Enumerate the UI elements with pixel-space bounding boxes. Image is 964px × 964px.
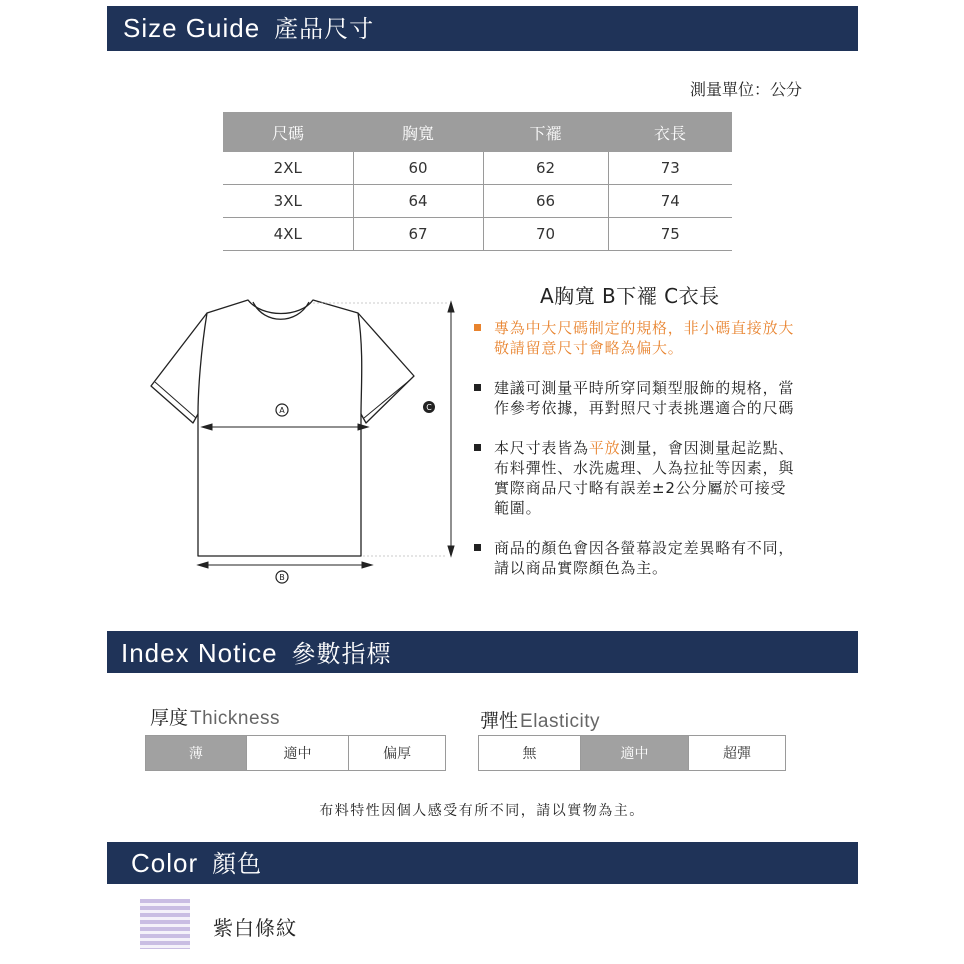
table-cell: 70 (483, 218, 608, 251)
color-swatch-purple-white-stripes (140, 899, 190, 949)
measurement-legend: A胸寬 B下襬 C衣長 (540, 284, 720, 308)
index-notice-title-zh: 參數指標 (291, 640, 392, 668)
size-table-header-row (223, 112, 732, 152)
svg-text:B: B (279, 573, 285, 582)
note-line: 建議可測量平時所穿同類型服飾的規格，當 (494, 379, 795, 397)
header-length: 衣長 (608, 112, 732, 152)
table-cell: 4XL (223, 218, 353, 251)
table-cell: 2XL (223, 152, 353, 185)
table-row (223, 218, 732, 251)
note-text: 測量，會因測量起訖點、 (620, 439, 795, 457)
note-line (494, 438, 834, 458)
thickness-option-thin: 薄 (146, 736, 246, 770)
note-text: 本尺寸表皆為 (494, 439, 589, 457)
note-item (474, 538, 834, 578)
fabric-note: 布料特性因個人感受有所不同，請以實物為主。 (319, 803, 645, 819)
note-item (474, 378, 834, 418)
bullet-square-icon (474, 324, 481, 331)
size-guide-title-zh: 產品尺寸 (274, 15, 375, 43)
table-cell: 62 (483, 152, 608, 185)
thickness-label-en: Thickness (190, 708, 281, 729)
note-line: 布料彈性、水洗處理、人為拉扯等因素，與 (494, 459, 795, 477)
tshirt-diagram (140, 290, 470, 600)
note-line: 專為中大尺碼制定的規格，非小碼直接放大 (494, 319, 795, 337)
color-title-en: Color (131, 848, 199, 878)
color-name: 紫白條紋 (213, 916, 297, 940)
table-row (223, 152, 732, 185)
size-guide-banner (107, 6, 858, 51)
color-banner (107, 842, 858, 884)
table-cell: 67 (353, 218, 483, 251)
note-highlight: 平放 (588, 439, 621, 457)
table-cell: 75 (608, 218, 732, 251)
table-row (223, 185, 732, 218)
thickness-option-medium: 適中 (246, 736, 349, 770)
svg-text:A: A (279, 406, 285, 415)
color-title-zh: 顏色 (212, 850, 263, 878)
table-cell: 74 (608, 185, 732, 218)
svg-text:C: C (426, 403, 432, 412)
note-line: 請以商品實際顏色為主。 (494, 559, 668, 577)
note-line: 實際商品尺寸略有誤差±2公分屬於可接受 (494, 479, 787, 497)
table-cell: 60 (353, 152, 483, 185)
size-guide-title-en: Size Guide (123, 13, 261, 43)
elasticity-option-none: 無 (522, 746, 537, 762)
thickness-label-zh: 厚度 (150, 707, 189, 729)
elasticity-label-en: Elasticity (520, 711, 600, 732)
note-line: 範圍。 (494, 499, 542, 517)
table-cell: 66 (483, 185, 608, 218)
thickness-label (150, 703, 280, 730)
thickness-option-thick: 偏厚 (348, 736, 445, 770)
bullet-square-icon (474, 544, 481, 551)
unit-label: 測量單位：公分 (690, 80, 803, 99)
table-cell: 64 (353, 185, 483, 218)
notes-list (474, 318, 834, 598)
index-notice-title-en: Index Notice (121, 638, 278, 668)
bullet-square-icon (474, 384, 481, 391)
table-cell: 3XL (223, 185, 353, 218)
header-chest: 胸寬 (353, 112, 483, 152)
elasticity-label-zh: 彈性 (480, 710, 519, 732)
elasticity-label (480, 706, 600, 733)
note-item (474, 438, 834, 518)
tshirt-outline-icon (151, 300, 414, 556)
table-cell: 73 (608, 152, 732, 185)
note-line: 商品的顏色會因各螢幕設定差異略有不同， (494, 539, 795, 557)
label-a-icon (276, 404, 288, 416)
header-size: 尺碼 (223, 112, 353, 152)
header-hem: 下襬 (483, 112, 608, 152)
elasticity-option-medium: 適中 (580, 736, 688, 770)
index-notice-banner (107, 631, 858, 673)
elasticity-option-super: 超彈 (688, 736, 785, 770)
elasticity-scale (478, 735, 786, 771)
note-line: 敬請留意尺寸會略為偏大。 (494, 339, 684, 357)
note-line: 作參考依據，再對照尺寸表挑選適合的尺碼 (494, 399, 795, 417)
bullet-square-icon (474, 444, 481, 451)
thickness-scale (145, 735, 446, 771)
label-c-icon (423, 401, 435, 413)
label-b-icon (276, 571, 288, 583)
note-item (474, 318, 834, 358)
size-table (223, 112, 732, 251)
